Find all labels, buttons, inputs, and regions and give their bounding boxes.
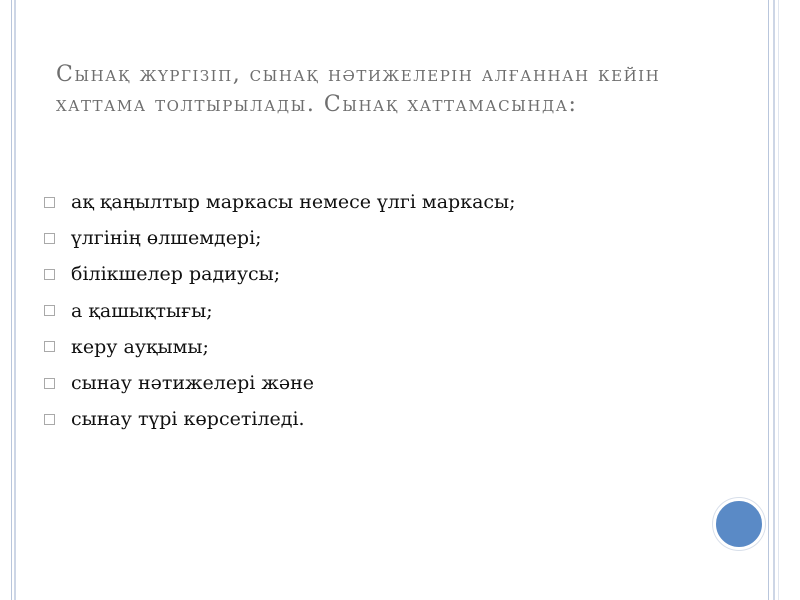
right-border-line [768,0,769,600]
bullet-text: а қашықтығы; [71,299,213,322]
list-item [44,220,724,256]
bullet-text: ақ қаңылтыр маркасы немесе үлгі маркасы; [71,191,516,214]
list-item [44,256,724,292]
bullet-text: үлгінің өлшемдері; [71,227,262,250]
bullet-text: білікшелер радиусы; [71,263,281,286]
blue-circle-icon [713,498,765,550]
bullet-text: сынау түрі көрсетіледі. [71,408,305,431]
list-item [44,184,724,220]
square-bullet-icon [44,197,55,208]
list-item [44,401,724,437]
left-border-line-inner [14,0,16,600]
bullet-text: сынау нәтижелері және [71,372,315,395]
square-bullet-icon [44,341,55,352]
left-border-line [11,0,12,600]
square-bullet-icon [44,269,55,280]
list-item [44,365,724,401]
list-item [44,293,724,329]
square-bullet-icon [44,233,55,244]
bullet-list [44,184,724,437]
slide-title: Сынақ жүргізіп, сынақ нәтижелерін алғаннан кейін хаттама толтырылады. Сынақ хаттамасында: [56,62,661,117]
right-border-line-inner [773,0,775,600]
square-bullet-icon [44,414,55,425]
square-bullet-icon [44,378,55,389]
bullet-text: керу ауқымы; [71,335,209,358]
right-border-line-far [778,0,779,600]
list-item [44,329,724,365]
square-bullet-icon [44,305,55,316]
